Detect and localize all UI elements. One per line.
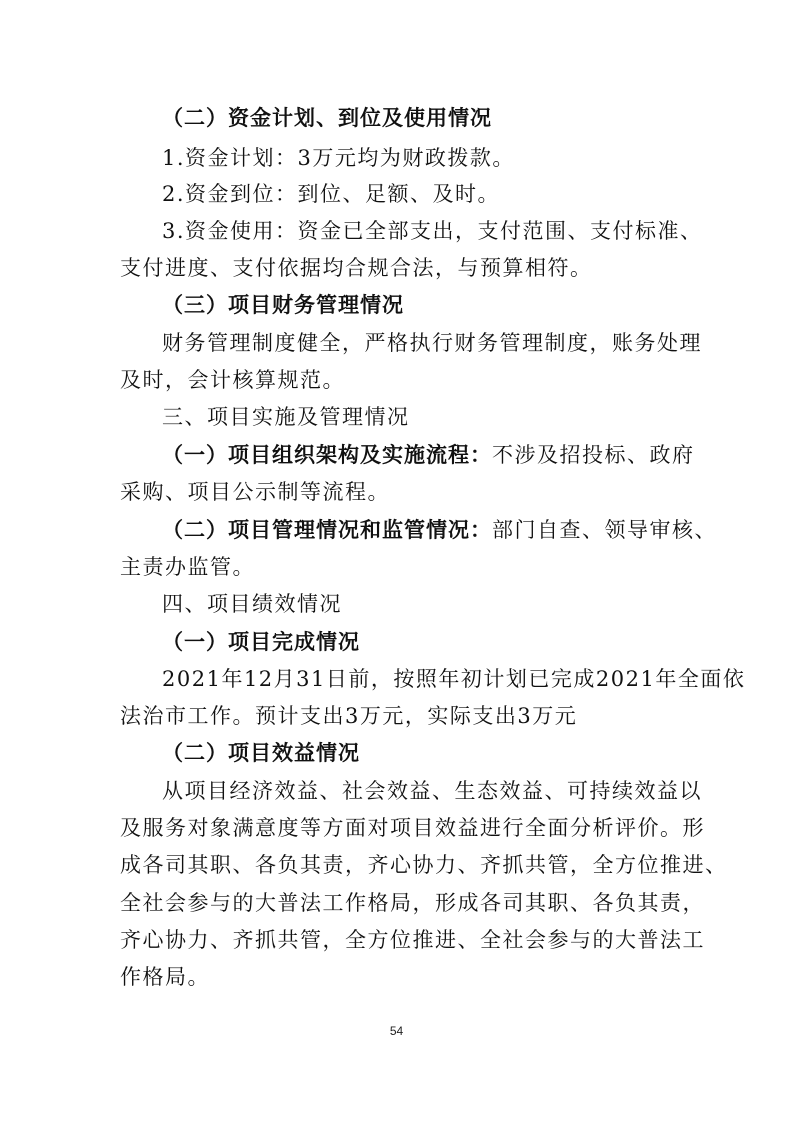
paragraph-benefits-cont-4: 齐心协力、齐抓共管，全方位推进、全社会参与的大普法工 — [120, 928, 705, 952]
paragraph-benefits-cont-1: 及服务对象满意度等方面对项目效益进行全面分析评价。形 — [120, 816, 705, 840]
paragraph-benefits: 从项目经济效益、社会效益、生态效益、可持续效益以 — [162, 779, 702, 803]
paragraph-org-structure-cont: 采购、项目公示制等流程。 — [120, 480, 390, 504]
paragraph-org-structure — [162, 441, 695, 469]
paragraph-funding-use: 3.资金使用：资金已全部支出，支付范围、支付标准、 — [162, 219, 703, 243]
paragraph-completion-cont: 法治市工作。预计支出3万元，实际支出3万元 — [120, 704, 578, 728]
paragraph-supervision — [162, 516, 717, 544]
page-number: 54 — [389, 1024, 404, 1038]
chapter-heading-implementation: 三、项目实施及管理情况 — [162, 405, 410, 429]
chapter-heading-performance: 四、项目绩效情况 — [162, 592, 342, 616]
inline-heading-supervision: （二）项目管理情况和监管情况： — [162, 518, 492, 542]
paragraph-finance: 财务管理制度健全，严格执行财务管理制度，账务处理 — [162, 331, 702, 355]
paragraph-funding-plan: 1.资金计划：3万元均为财政拨款。 — [162, 146, 515, 170]
section-heading-benefits: （二）项目效益情况 — [162, 741, 360, 765]
inline-text-supervision: 部门自查、领导审核、 — [492, 518, 717, 542]
section-heading-finance: （三）项目财务管理情况 — [162, 293, 404, 317]
paragraph-completion: 2021年12月31日前，按照年初计划已完成2021年全面依 — [162, 667, 746, 691]
inline-text-org-structure: 不涉及招投标、政府 — [492, 443, 695, 467]
paragraph-funding-arrival: 2.资金到位：到位、足额、及时。 — [162, 182, 501, 206]
paragraph-benefits-cont-5: 作格局。 — [120, 965, 210, 989]
paragraph-supervision-cont: 主责办监管。 — [120, 555, 255, 579]
inline-heading-org-structure: （一）项目组织架构及实施流程： — [162, 443, 492, 467]
section-heading-completion: （一）项目完成情况 — [162, 630, 360, 654]
paragraph-benefits-cont-3: 全社会参与的大普法工作格局，形成各司其职、各负其责， — [120, 891, 705, 915]
paragraph-finance-cont: 及时，会计核算规范。 — [120, 368, 345, 392]
paragraph-funding-use-cont: 支付进度、支付依据均合规合法，与预算相符。 — [120, 256, 593, 280]
paragraph-benefits-cont-2: 成各司其职、各负其责，齐心协力、齐抓共管，全方位推进、 — [120, 853, 728, 877]
section-heading-funding: （二）资金计划、到位及使用情况 — [162, 106, 492, 130]
